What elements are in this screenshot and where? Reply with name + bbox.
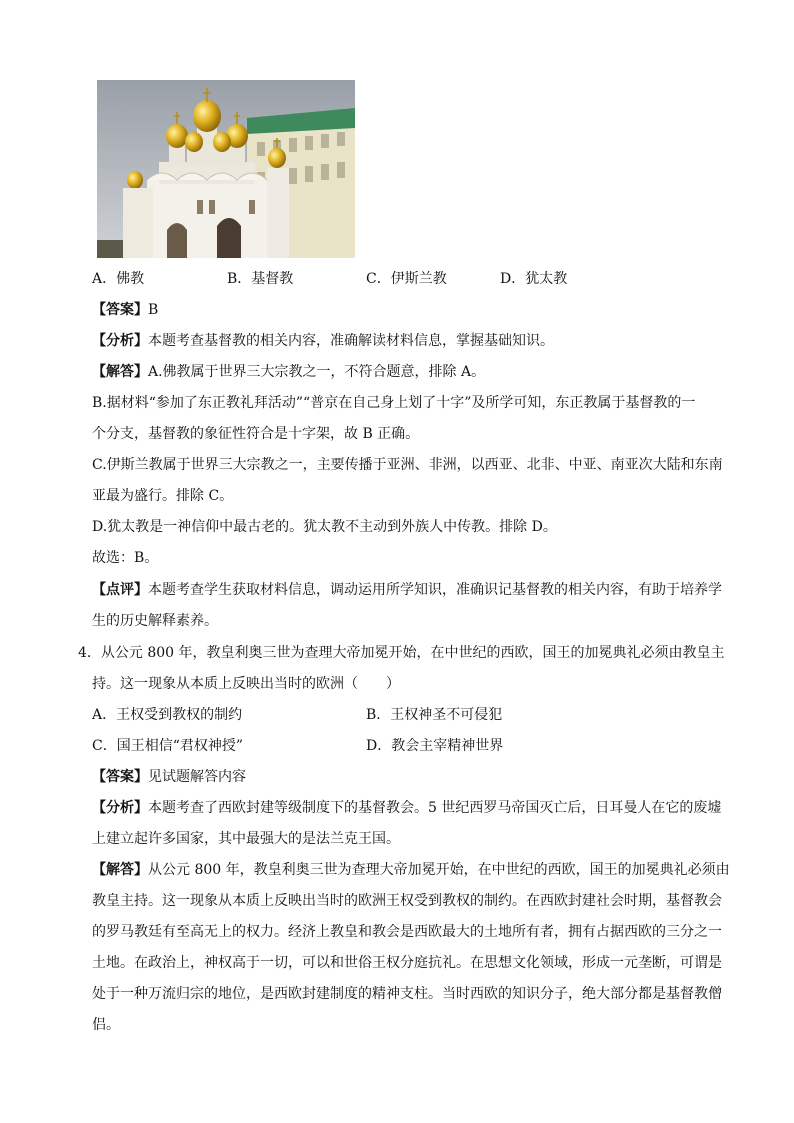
q4-solution-line: 教皇主持。这一现象从本质上反映出当时的欧洲王权受到教权的制约。在西欧封建社会时期，基督教会	[92, 893, 722, 909]
q3-option-c: C．伊斯兰教	[366, 271, 447, 287]
q3-solution-line: C.伊斯兰教属于世界三大宗教之一，主要传播于亚洲、非洲，以西亚、北非、中亚、南亚次大陆和东南	[92, 457, 723, 473]
q4-analysis-line: 上建立起许多国家，其中最强大的是法兰克王国。	[92, 831, 400, 847]
analysis-label: 【分析】	[92, 333, 148, 349]
q4-option-d: D．教会主宰精神世界	[366, 738, 504, 754]
q4-stem-line: 持。这一现象从本质上反映出当时的欧洲（ ）	[92, 676, 400, 692]
answer-value: B	[148, 302, 159, 318]
q3-solution-line: B.据材料“参加了东正教礼拜活动”“普京在自己身上划了十字”及所学可知，东正教属于基督教的一	[92, 395, 696, 411]
q3-option-d: D．犹太教	[500, 271, 568, 287]
solution-text: 从公元 800 年，教皇利奥三世为查理大帝加冕开始，在中世纪的西欧，国王的加冕典礼必须由	[148, 862, 730, 878]
q3-solution-line: 个分支，基督教的象征性符合是十字架，故 B 正确。	[92, 426, 420, 442]
q4-option-b: B．王权神圣不可侵犯	[366, 707, 503, 723]
q4-analysis	[92, 798, 721, 818]
comment-label: 【点评】	[92, 582, 148, 598]
q3-solution-line: D.犹太教是一神信仰中最古老的。犹太教不主动到外族人中传教。排除 D。	[92, 519, 557, 535]
q4-solution	[92, 860, 730, 880]
q3-solution-line: 故选：B。	[92, 550, 159, 566]
solution-text: A.佛教属于世界三大宗教之一，不符合题意，排除 A。	[148, 364, 486, 380]
q4-answer	[92, 767, 246, 787]
cathedral-illustration	[97, 80, 355, 258]
q4-option-a: A．王权受到教权的制约	[92, 707, 243, 723]
q3-comment	[92, 580, 722, 600]
analysis-text: 本题考查基督教的相关内容，准确解读材料信息，掌握基础知识。	[148, 333, 554, 349]
q3-analysis	[92, 331, 554, 351]
q4-solution-line: 侣。	[92, 1017, 120, 1033]
q4-solution-line: 土地。在政治上，神权高于一切，可以和世俗王权分庭抗礼。在思想文化领域，形成一元垄断，可谓是	[92, 955, 722, 971]
q3-solution-line	[92, 362, 485, 382]
q4-option-c: C．国王相信“君权神授”	[92, 738, 244, 754]
cathedral-photo	[97, 80, 355, 258]
q3-option-b: B．基督教	[227, 271, 294, 287]
q4-stem-line: 4．从公元 800 年，教皇利奥三世为查理大帝加冕开始，在中世纪的西欧，国王的加冕典礼必须由教皇主	[78, 645, 725, 661]
answer-label: 【答案】	[92, 302, 148, 318]
q3-option-a: A．佛教	[92, 271, 145, 287]
comment-text: 本题考查学生获取材料信息，调动运用所学知识，准确识记基督教的相关内容，有助于培养学	[148, 582, 722, 598]
analysis-label: 【分析】	[92, 800, 148, 816]
q3-answer	[92, 300, 158, 320]
solution-label: 【解答】	[92, 862, 148, 878]
analysis-text: 本题考查了西欧封建等级制度下的基督教会。5 世纪西罗马帝国灭亡后，日耳曼人在它的废墟	[148, 800, 722, 816]
q4-solution-line: 的罗马教廷有至高无上的权力。经济上教皇和教会是西欧最大的土地所有者，拥有占据西欧的三分之一	[92, 924, 722, 940]
answer-label: 【答案】	[92, 769, 148, 785]
answer-value: 见试题解答内容	[148, 769, 246, 785]
q4-solution-line: 处于一种万流归宗的地位，是西欧封建制度的精神支柱。当时西欧的知识分子，绝大部分都是基督教僧	[92, 986, 722, 1002]
q3-comment-line: 生的历史解释素养。	[92, 613, 218, 629]
solution-label: 【解答】	[92, 364, 148, 380]
q3-solution-line: 亚最为盛行。排除 C。	[92, 488, 234, 504]
